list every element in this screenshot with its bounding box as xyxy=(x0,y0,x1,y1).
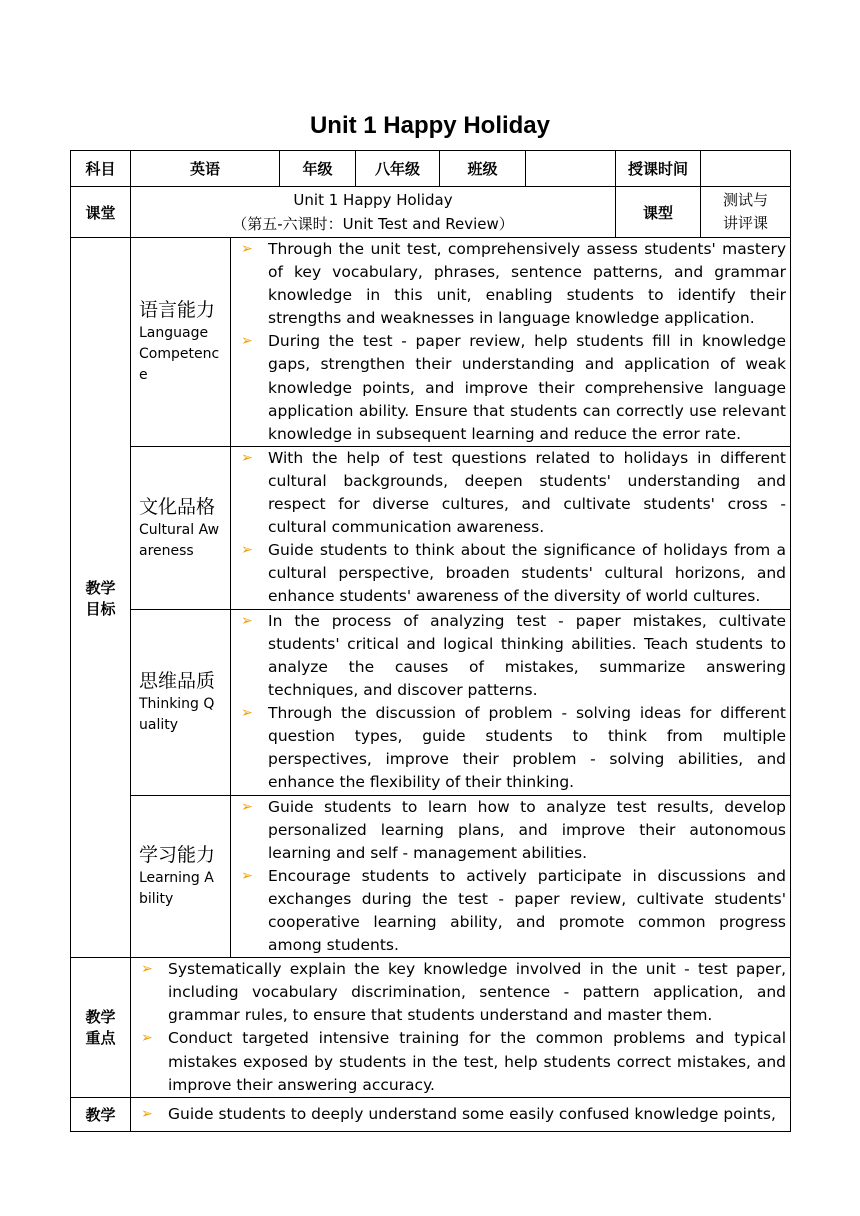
objective-content xyxy=(231,238,791,447)
objective-category xyxy=(131,795,231,958)
objective-category-zh: 学习能力 xyxy=(139,844,216,867)
objectives-label-line2: 目标 xyxy=(85,599,116,618)
grade-value: 八年级 xyxy=(356,151,440,187)
objective-category xyxy=(131,446,231,609)
list-item: ➢ Encourage students to actively participate in discussions and exchanges during the test - paper review, cultivate students' cooperative learning ability, and promote common progress among students. xyxy=(241,866,787,955)
arrow-bullet-icon: ➢ xyxy=(241,241,253,257)
subject-value: 英语 xyxy=(131,151,280,187)
objective-row-learning xyxy=(71,795,791,958)
list-item: ➢ Conduct targeted intensive training for the common problems and typical mistakes exposed by students in the test, help students correct mistakes, and improve their answering accuracy. xyxy=(141,1029,787,1094)
arrow-bullet-icon: ➢ xyxy=(241,798,253,815)
lesson-type-line1: 测试与 xyxy=(723,191,769,209)
arrow-bullet-icon: ➢ xyxy=(141,1105,153,1122)
list-item: ➢ Through the unit test, comprehensively assess students' mastery of key vocabulary, phrases, sentence patterns, and grammar knowledge in this unit, enabling students to identify their strengths and weaknesses in language knowledge application. xyxy=(241,240,787,328)
key-points-row xyxy=(71,958,791,1098)
objective-content xyxy=(231,446,791,609)
lesson-type-value xyxy=(701,187,791,238)
lesson-type-line2: 讲评课 xyxy=(723,214,769,232)
arrow-bullet-icon: ➢ xyxy=(241,612,253,629)
list-item: ➢ Guide students to think about the significance of holidays from a cultural perspective, broaden students' cultural horizons, and enhance students' awareness of the diversity of world cultures. xyxy=(241,541,787,606)
objective-category-en: Language Competence xyxy=(139,325,220,384)
key-points-label xyxy=(71,958,131,1098)
list-item: ➢ During the test - paper review, help students fill in knowledge gaps, strengthen their understanding and application of weak knowledge points, and improve their comprehensive language application ability. Ensure that students can correctly use relevant knowledge in subsequent learning and reduce the error rate. xyxy=(241,332,787,443)
lesson-title-cell xyxy=(131,187,616,238)
objective-category-zh: 思维品质 xyxy=(139,670,216,692)
class-value xyxy=(526,151,616,187)
header-row xyxy=(71,151,791,187)
arrow-bullet-icon: ➢ xyxy=(141,1030,153,1047)
objective-row-cultural xyxy=(71,446,791,609)
arrow-bullet-icon: ➢ xyxy=(141,961,153,978)
lesson-type-label: 课型 xyxy=(616,187,701,238)
lesson-subtitle: （第五-六课时：Unit Test and Review） xyxy=(232,215,514,233)
list-item: ➢ Guide students to learn how to analyze test results, develop personalized learning plans, and improve their autonomous learning and self - management abilities. xyxy=(241,797,787,862)
time-label: 授课时间 xyxy=(616,151,701,187)
arrow-bullet-icon: ➢ xyxy=(241,867,253,884)
objective-row-language xyxy=(71,238,791,447)
key-points-label-line1: 教学 xyxy=(85,1008,116,1027)
difficult-points-label: 教学 xyxy=(71,1097,131,1131)
key-points-content xyxy=(131,958,791,1098)
objective-content xyxy=(231,795,791,958)
arrow-bullet-icon: ➢ xyxy=(241,333,253,350)
difficult-points-row xyxy=(71,1097,791,1131)
objective-category-zh: 语言能力 xyxy=(139,299,216,322)
lesson-title: Unit 1 Happy Holiday xyxy=(293,191,453,209)
list-item: ➢ In the process of analyzing test - paper mistakes, cultivate students' critical and logical thinking abilities. Teach students to analyze the causes of mistakes, summarize answering techniques, and discover patterns. xyxy=(241,611,787,699)
grade-label: 年级 xyxy=(280,151,356,187)
objective-category-en: Thinking Quality xyxy=(139,696,215,733)
list-item: ➢ With the help of test questions related to holidays in different cultural backgrounds, deepen students' understanding and respect for diverse cultures, and cultivate students' cross - cultural communication awareness. xyxy=(241,448,787,537)
objectives-label-line1: 教学 xyxy=(85,578,116,597)
list-item: ➢ Through the discussion of problem - solving ideas for different question types, guide students to think from multiple perspectives, improve their problem - solving abilities, and enhance the flexibility of their thinking. xyxy=(241,703,787,792)
time-value xyxy=(701,151,791,187)
objective-category-en: Learning Ability xyxy=(139,870,214,908)
objectives-label xyxy=(71,238,131,958)
objective-content xyxy=(231,609,791,795)
objective-row-thinking xyxy=(71,609,791,795)
subject-label: 科目 xyxy=(71,151,131,187)
class-label: 班级 xyxy=(440,151,526,187)
difficult-points-content xyxy=(131,1097,791,1131)
lesson-label: 课堂 xyxy=(71,187,131,238)
list-item: ➢ Guide students to deeply understand some easily confused knowledge points, xyxy=(137,1103,786,1126)
lesson-row xyxy=(71,187,791,238)
list-item: ➢ Systematically explain the key knowledge involved in the unit - test paper, including vocabulary discrimination, sentence - pattern application, and grammar rules, to ensure that students understand and master them. xyxy=(141,960,787,1025)
objective-category-en: Cultural Awareness xyxy=(139,521,220,559)
arrow-bullet-icon: ➢ xyxy=(241,449,253,466)
objective-category xyxy=(131,238,231,447)
objective-category-zh: 文化品格 xyxy=(139,495,216,518)
document-title: Unit 1 Happy Holiday xyxy=(309,112,551,139)
lesson-plan-table xyxy=(70,150,791,1132)
objective-category xyxy=(131,609,231,795)
key-points-label-line2: 重点 xyxy=(85,1029,116,1048)
arrow-bullet-icon: ➢ xyxy=(241,704,253,721)
arrow-bullet-icon: ➢ xyxy=(241,542,253,559)
